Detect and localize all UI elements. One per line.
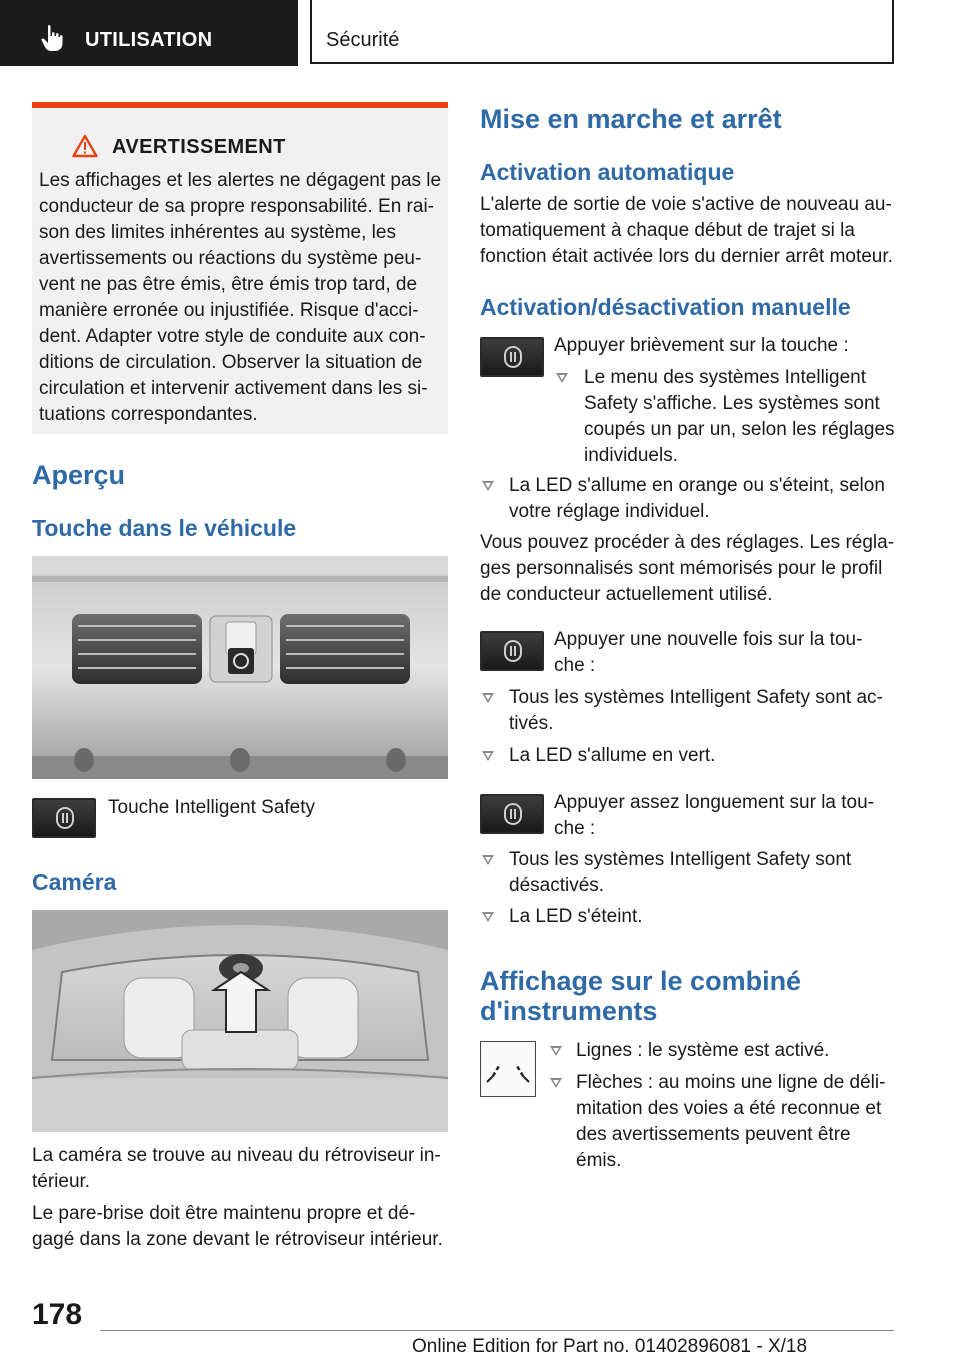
bullet-triangle-icon	[556, 373, 568, 383]
camera-heading: Caméra	[32, 869, 117, 895]
bullet-triangle-icon	[482, 912, 494, 922]
press-again-text: Appuyer une nouvelle fois sur la tou- che :	[554, 629, 863, 676]
page-number: 178	[32, 1298, 83, 1331]
hand-pointer-icon	[40, 24, 66, 52]
warning-text: Les affichages et les alertes ne dégagent pas le conducteur de sa propre responsabilité. En rai- son des limites inhérentes au système, les avertissements ou réactions du système peu- vent ne pas être émis, être émis trop tard, de manière erronée ou injustifiée. Risque d'acci- dent. Adapter votre style de conduite aux con- ditions de circulation. Observer la situation de circulation et intervenir activement dans les si- tuations correspondantes.	[39, 170, 442, 425]
warning-title: AVERTISSEMENT	[112, 136, 286, 158]
apercu-heading: Aperçu	[32, 460, 126, 490]
section-title: Sécurité	[326, 29, 400, 51]
camera-text-2: Le pare-brise doit être maintenu propre et dé- gagé dans la zone devant le rétroviseur intérieur.	[32, 1203, 443, 1250]
touche-caption: Touche Intelligent Safety	[108, 797, 316, 818]
intelligent-safety-button-icon	[480, 794, 544, 834]
press-long-text: Appuyer assez longuement sur la tou- che :	[554, 792, 875, 839]
bullet-triangle-icon	[482, 855, 494, 865]
press-short-text: Appuyer brièvement sur la touche :	[554, 335, 849, 356]
intelligent-safety-button-icon	[32, 798, 96, 838]
chapter-header	[0, 0, 298, 66]
bullet-triangle-icon	[482, 481, 494, 491]
activation-auto-heading: Activation automatique	[480, 159, 735, 185]
intelligent-safety-button-icon	[480, 337, 544, 377]
affichage-heading: Affichage sur le combiné d'instruments	[480, 966, 802, 1026]
bullet-triangle-icon	[550, 1046, 562, 1056]
list-item: Tous les systèmes Intelligent Safety sont ac- tivés.	[509, 687, 883, 734]
footer-divider	[100, 1330, 894, 1331]
edition-footer: Online Edition for Part no. 01402896081 - X/18	[412, 1336, 808, 1357]
camera-text-1: La caméra se trouve au niveau du rétroviseur in- térieur.	[32, 1145, 441, 1192]
reglages-text: Vous pouvez procéder à des réglages. Les régla- ges personnalisés sont mémorisés pour le profil de conducteur actuellement utilisé.	[480, 532, 895, 605]
activation-auto-text: L'alerte de sortie de voie s'active de nouveau au- tomatiquement à chaque début de trajet si la fonction était activée lors du dernier arrêt moteur.	[480, 194, 893, 267]
list-item: Flèches : au moins une ligne de déli- mitation des voies a été reconnue et des avertissements peuvent être émis.	[576, 1072, 886, 1171]
bullet-triangle-icon	[550, 1078, 562, 1088]
intelligent-safety-button-icon	[480, 631, 544, 671]
touche-heading: Touche dans le véhicule	[32, 515, 297, 541]
list-item: La LED s'éteint.	[509, 906, 643, 927]
activation-manuelle-heading: Activation/désactivation manuelle	[480, 294, 851, 320]
section-tab	[310, 0, 894, 64]
list-item: Lignes : le système est activé.	[576, 1040, 830, 1061]
list-item: Le menu des systèmes Intelligent Safety s'affiche. Les systèmes sont coupés un par un, selon les réglages individuels.	[584, 367, 895, 466]
lane-lines-icon	[480, 1041, 536, 1097]
list-item: La LED s'allume en vert.	[509, 745, 716, 766]
warning-triangle-icon	[72, 134, 98, 158]
warning-box	[32, 102, 448, 434]
bullet-triangle-icon	[482, 693, 494, 703]
chapter-title: UTILISATION	[85, 29, 213, 51]
list-item: Tous les systèmes Intelligent Safety sont désactivés.	[509, 849, 852, 896]
list-item: La LED s'allume en orange ou s'éteint, selon votre réglage individuel.	[509, 475, 885, 522]
dashboard-button-photo	[32, 556, 448, 779]
mise-en-marche-heading: Mise en marche et arrêt	[480, 104, 782, 134]
camera-photo	[32, 910, 448, 1132]
bullet-triangle-icon	[482, 751, 494, 761]
